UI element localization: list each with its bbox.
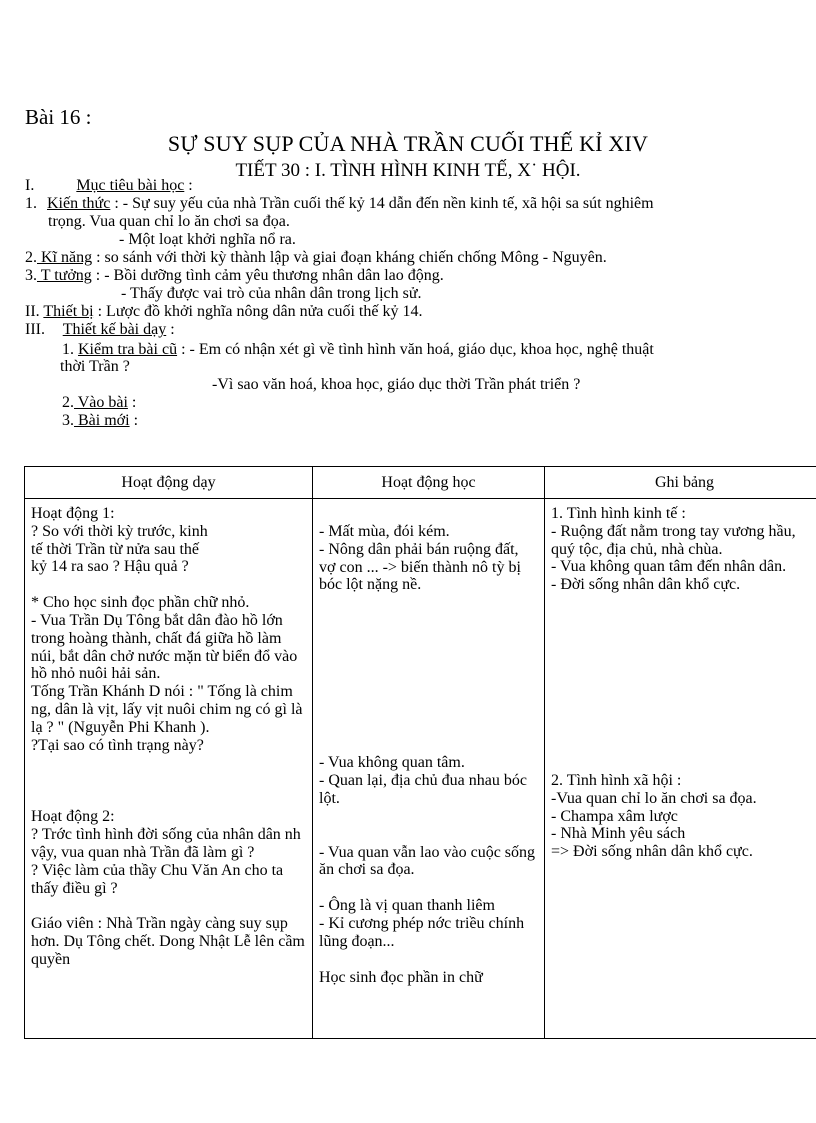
board-cell (545, 499, 816, 1039)
new-lesson-line (62, 412, 138, 430)
learning-item: - Ông là vị quan thanh liêm (319, 897, 495, 915)
activity-2-question-1: ? Trớc tình hình đời sống của nhân dân nh vậy, vua quan nhà Trần đã làm gì ? (31, 826, 301, 861)
board-item: => Đời sống nhân dân khổ cực. (551, 843, 753, 861)
skills-label: Kĩ năng (37, 249, 93, 266)
activity-1-quote: Tống Trần Khánh D nói : " Tống là chim ng, dân là vịt, lấy vịt nuôi chim ng có gì là lạ ? " (Nguyễn Phi Khanh ). (31, 683, 303, 736)
learning-item: Học sinh đọc phần in chữ (319, 968, 483, 986)
activity-1-title: Hoạt động 1: (31, 505, 115, 522)
attitude-label: T tưởng (37, 267, 92, 284)
page-subtitle: TIẾT 30 : I. TÌNH HÌNH KINH TẾ, X˙ HỘI. (235, 160, 581, 181)
attitude-line-1 (25, 267, 444, 285)
section-2-number: II. (25, 303, 40, 320)
knowledge-line-3: - Một loạt khởi nghĩa nổ ra. (119, 231, 296, 248)
learning-cell (313, 499, 545, 1039)
knowledge-line-1 (25, 195, 654, 213)
section-1-number: I. (25, 177, 35, 194)
activity-table (24, 466, 816, 1039)
header-learning: Hoạt động học (313, 467, 545, 499)
activity-2-question-2: ? Việc làm của thầy Chu Văn An cho ta thấy điều gì ? (31, 861, 284, 897)
review-text: : - Em có nhận xét gì về tình hình văn hoá, giáo dục, khoa học, nghệ thuật (177, 341, 654, 358)
board-heading-society: 2. Tình hình xã hội : (551, 771, 682, 789)
review-line-3: -Vì sao văn hoá, khoa học, giáo dục thời Trần phát triển ? (212, 376, 581, 393)
section-1-colon: : (184, 177, 193, 194)
section-2-text: : Lược đồ khởi nghĩa nông dân nửa cuối thế kỷ 14. (93, 303, 423, 320)
header-teaching: Hoạt động dạy (25, 467, 313, 499)
activity-1-paragraph: - Vua Trần Dụ Tông bắt dân đào hồ lớn trong hoàng thành, chất đá giữa hồ làm núi, bắt dân chở nước mặn từ biển đổ vào hồ nhỏ nuôi hải sản. (31, 611, 298, 683)
activity-1-question-line-1: ? So với thời kỳ trước, kinh (31, 522, 208, 540)
activity-1-note: * Cho học sinh đọc phần chữ nhỏ. (31, 594, 250, 612)
intro-colon: : (127, 394, 137, 411)
activity-2-paragraph: Giáo viên : Nhà Trần ngày càng suy sụp hơn. Dụ Tông chết. Dong Nhật Lễ lên cầm quyền (31, 915, 305, 968)
learning-item: - Kỉ cương phép nớc triều chính lũng đoạn... (319, 914, 525, 950)
attitude-line-2: - Thấy được vai trò của nhân dân trong lịch sử. (121, 285, 422, 302)
learning-item: - Quan lại, địa chủ đua nhau bóc lột. (319, 771, 527, 807)
section-3-heading (25, 321, 175, 339)
learning-item: - Vua không quan tâm. (319, 754, 465, 772)
intro-line (62, 394, 136, 412)
learning-item: - Mất mùa, đói kém. (319, 523, 450, 540)
table-row (25, 499, 816, 1039)
learning-item: - Vua quan vẫn lao vào cuộc sống ăn chơi sa đọa. (319, 843, 536, 879)
review-label: Kiểm tra bài cũ (78, 341, 178, 358)
review-line-2: thời Trần ? (60, 358, 130, 375)
knowledge-text: : - Sự suy yếu của nhà Trần cuối thế kỷ 14 dẫn đến nền kinh tế, xã hội sa sút nghiêm (110, 195, 654, 212)
new-lesson-colon: : (129, 412, 139, 429)
intro-number: 2. (62, 394, 74, 411)
board-item: - Nhà Minh yêu sách (551, 825, 686, 843)
new-lesson-number: 3. (62, 412, 74, 429)
board-item: - Vua không quan tâm đến nhân dân. (551, 558, 787, 576)
section-2-line (25, 303, 422, 321)
intro-label: Vào bài (74, 394, 128, 411)
section-1-heading (25, 177, 193, 195)
page-title: SỰ SUY SỤP CỦA NHÀ TRẦN CUỐI THẾ KỈ XIV (167, 131, 649, 156)
skills-line (25, 249, 607, 267)
skills-number: 2. (25, 249, 37, 266)
section-3-number: III. (25, 321, 45, 338)
header-board: Ghi bảng (545, 467, 816, 499)
activity-1-question-4: ?Tại sao có tình trạng này? (31, 736, 204, 754)
teaching-cell (25, 499, 313, 1039)
knowledge-number: 1. (25, 195, 37, 212)
section-2-label: Thiết bị (43, 303, 94, 320)
activity-1-question-line-3: kỷ 14 ra sao ? Hậu quả ? (31, 558, 189, 576)
skills-text: : so sánh với thời kỳ thành lập và giai đoạn kháng chiến chống Mông - Nguyên. (92, 249, 607, 266)
table-header-row (25, 467, 816, 499)
section-3-colon: : (166, 321, 175, 338)
section-3-label: Thiết kế bài dạy (62, 321, 167, 338)
board-item: - Ruộng đất nằm trong tay vương hầu, quý tộc, địa chủ, nhà chùa. (551, 522, 796, 558)
board-heading-economy: 1. Tình hình kinh tế : (551, 505, 686, 522)
board-item: - Đời sống nhân dân khổ cực. (551, 576, 741, 594)
learning-item: - Nông dân phải bán ruộng đất, vợ con ... -> biến thành nô tỳ bị bóc lột nặng nề. (319, 540, 521, 594)
section-1-label: Mục tiêu bài học (76, 177, 185, 194)
attitude-number: 3. (25, 267, 37, 284)
board-item: - Champa xâm lược (551, 807, 678, 825)
lesson-number: Bài 16 : (25, 105, 92, 129)
attitude-text: : - Bồi dưỡng tình cảm yêu thương nhân dân lao động. (91, 267, 444, 284)
knowledge-label: Kiến thức (47, 195, 111, 212)
new-lesson-label: Bài mới (74, 412, 130, 429)
review-number: 1. (62, 341, 78, 358)
activity-2-title: Hoạt động 2: (31, 808, 115, 826)
activity-1-question-line-2: tế thời Trần từ nửa sau thế (31, 540, 200, 558)
review-line-1 (62, 341, 654, 359)
knowledge-line-2: trọng. Vua quan chỉ lo ăn chơi sa đọa. (48, 213, 290, 230)
board-item: -Vua quan chỉ lo ăn chơi sa đọa. (551, 789, 757, 807)
